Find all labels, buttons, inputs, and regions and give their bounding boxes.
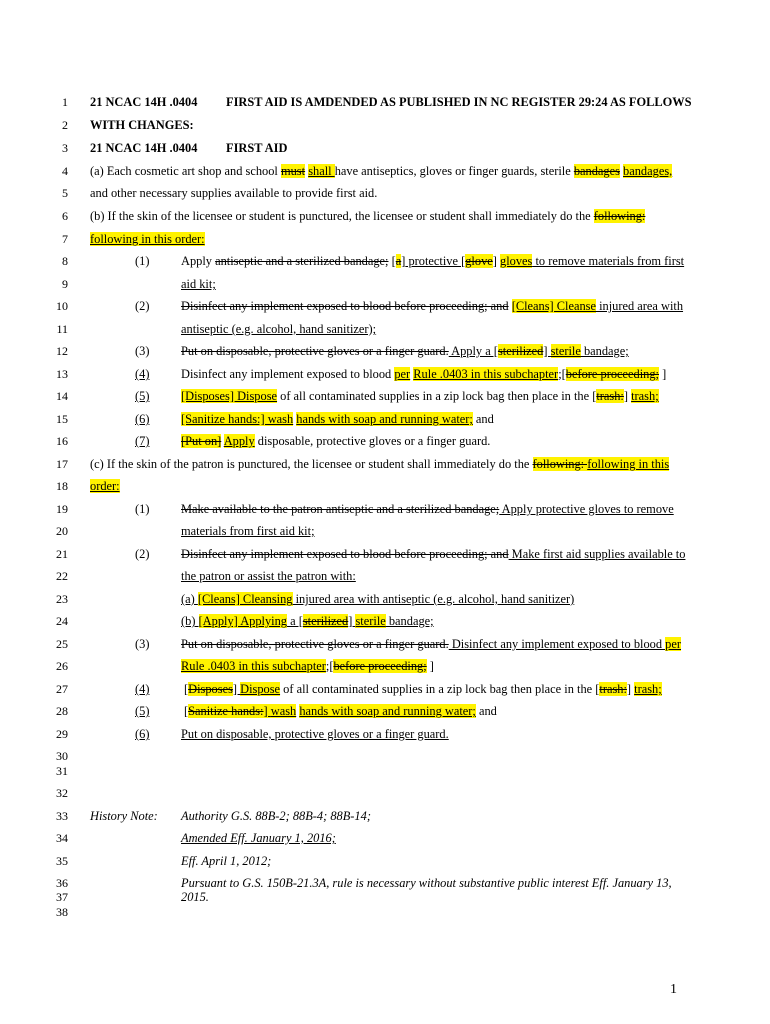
text: and bbox=[472, 412, 494, 426]
insertion: Apply a [ bbox=[448, 344, 498, 358]
line-number: 6 bbox=[62, 209, 68, 223]
line-number: 36 bbox=[56, 876, 68, 890]
text: and bbox=[475, 704, 497, 718]
line-number: 14 bbox=[56, 389, 68, 403]
deletion: antiseptic and a sterilized bandage; bbox=[215, 254, 389, 268]
deletion: Put on disposable, protective gloves or a finger guard. bbox=[181, 637, 449, 651]
line-number: 9 bbox=[62, 277, 68, 291]
rule-citation: 21 NCAC 14H .0404 bbox=[90, 95, 198, 109]
text: injured area with antiseptic (e.g. alcohol, hand sanitizer) bbox=[292, 592, 575, 606]
line-number: 25 bbox=[56, 637, 68, 651]
item-number: (4) bbox=[135, 367, 150, 381]
text: of all contaminated supplies in a zip lock bag then place in the [ bbox=[277, 389, 597, 403]
line-number: 13 bbox=[56, 367, 68, 381]
deletion: must bbox=[280, 164, 306, 178]
insertion: shall bbox=[308, 164, 335, 178]
insertion: Dispose bbox=[240, 682, 281, 696]
line-number: 21 bbox=[56, 547, 68, 561]
history-amended: Amended Eff. January 1, 2016; bbox=[181, 831, 336, 845]
deletion: Put on disposable, protective gloves or a finger guard. bbox=[181, 344, 449, 358]
deletion: Sanitize hands: bbox=[188, 704, 264, 718]
deletion: following: bbox=[532, 457, 588, 471]
line-number: 33 bbox=[56, 809, 68, 823]
insertion: wash bbox=[270, 704, 297, 718]
insertion: bandage; bbox=[580, 344, 629, 358]
text: Apply bbox=[181, 254, 216, 268]
line-number: 4 bbox=[62, 164, 68, 178]
paragraph-a-line-1 bbox=[90, 164, 682, 178]
insertion: hands with soap and running water; bbox=[299, 704, 476, 718]
deletion: trash: bbox=[599, 682, 627, 696]
text: ] bbox=[623, 389, 632, 403]
text: (a) bbox=[181, 592, 198, 606]
insertion: following in this order: bbox=[90, 232, 205, 246]
paragraph-b-line-2 bbox=[90, 232, 682, 246]
line-number: 28 bbox=[56, 704, 68, 718]
insertion: the patron or assist the patron with: bbox=[181, 569, 356, 583]
deletion: Disinfect any implement exposed to blood before proceeding; and bbox=[181, 547, 509, 561]
item-number: (1) bbox=[135, 254, 150, 268]
line-number: 38 bbox=[56, 905, 68, 919]
deletion: Disposes bbox=[188, 682, 233, 696]
deletion: following: bbox=[593, 209, 646, 223]
line-number: 27 bbox=[56, 682, 68, 696]
deletion: a bbox=[395, 254, 402, 268]
line-number: 19 bbox=[56, 502, 68, 516]
text: have antiseptics, gloves or finger guards, sterile bbox=[334, 164, 574, 178]
text: disposable, protective gloves or a finger guard. bbox=[254, 434, 491, 448]
line-number: 30 bbox=[56, 749, 68, 763]
insertion: aid kit; bbox=[181, 277, 216, 291]
item-number: (2) bbox=[135, 299, 150, 313]
insertion: per bbox=[394, 367, 411, 381]
text: Disinfect any implement exposed to blood bbox=[181, 367, 395, 381]
line-number: 23 bbox=[56, 592, 68, 606]
item-number: (3) bbox=[135, 344, 150, 358]
line-number: 26 bbox=[56, 659, 68, 673]
item-number: (1) bbox=[135, 502, 150, 516]
text: of all contaminated supplies in a zip lock bag then place in the [ bbox=[280, 682, 600, 696]
line-number: 1 bbox=[62, 95, 68, 109]
deletion: glove bbox=[465, 254, 493, 268]
amendment-title: FIRST AID IS AMDENDED AS PUBLISHED IN NC REGISTER 29:24 AS FOLLOWS bbox=[226, 95, 692, 109]
text: ] bbox=[348, 614, 356, 628]
insertion: protective [ bbox=[405, 254, 466, 268]
insertion: Disinfect any implement exposed to blood bbox=[448, 637, 666, 651]
deletion: before proceeding; bbox=[565, 367, 659, 381]
line-number: 5 bbox=[62, 186, 68, 200]
rule-heading-amendment bbox=[90, 95, 692, 109]
text: ] bbox=[426, 659, 434, 673]
page-number: 1 bbox=[670, 982, 677, 997]
paragraph-c-line-1 bbox=[90, 457, 682, 471]
text: (c) If the skin of the patron is punctured, the licensee or student shall immediately do the bbox=[90, 457, 533, 471]
item-number: (5) bbox=[135, 704, 150, 718]
insertion: [Cleans] Cleanse bbox=[511, 299, 596, 313]
line-number: 31 bbox=[56, 764, 68, 778]
item-number: (4) bbox=[135, 682, 150, 696]
text: ] bbox=[659, 367, 667, 381]
deletion: [Put on] bbox=[181, 434, 222, 448]
line-number: 10 bbox=[56, 299, 68, 313]
line-number: 12 bbox=[56, 344, 68, 358]
item-number: (7) bbox=[135, 434, 150, 448]
insertion: Make first aid supplies available to bbox=[508, 547, 686, 561]
rule-citation: 21 NCAC 14H .0404 bbox=[90, 141, 198, 155]
line-number: 18 bbox=[56, 479, 68, 493]
text: ] bbox=[232, 682, 241, 696]
line-number: 15 bbox=[56, 412, 68, 426]
text: ] bbox=[626, 682, 635, 696]
item-number: (6) bbox=[135, 412, 150, 426]
line-number: 8 bbox=[62, 254, 68, 268]
insertion: bandages, bbox=[623, 164, 673, 178]
deletion: Make available to the patron antiseptic and a sterilized bandage; bbox=[181, 502, 500, 516]
text: bandage; bbox=[385, 614, 434, 628]
insertion: following in this bbox=[587, 457, 670, 471]
line-number: 17 bbox=[56, 457, 68, 471]
text: ] bbox=[263, 704, 271, 718]
line-number: 37 bbox=[56, 890, 68, 904]
insertion: per bbox=[665, 637, 681, 651]
insertion: Apply protective gloves to remove bbox=[499, 502, 674, 516]
deletion: trash: bbox=[596, 389, 624, 403]
heading-with-changes: WITH CHANGES: bbox=[90, 118, 194, 132]
deletion: bandages bbox=[573, 164, 620, 178]
text: ;[ bbox=[558, 367, 566, 381]
insertion: trash; bbox=[634, 682, 662, 696]
deletion: before proceeding; bbox=[333, 659, 427, 673]
line-number: 35 bbox=[56, 854, 68, 868]
insertion: trash; bbox=[631, 389, 659, 403]
insertion: materials from first aid kit; bbox=[181, 524, 315, 538]
history-pursuant-line-2: 2015. bbox=[181, 890, 209, 904]
paragraph-b-line-1 bbox=[90, 209, 682, 223]
history-pursuant-line-1: Pursuant to G.S. 150B-21.3A, rule is necessary without substantive public interest Eff. January 13, bbox=[181, 876, 672, 890]
line-number: 34 bbox=[56, 831, 68, 845]
insertion: Apply bbox=[223, 434, 255, 448]
item-text: Put on disposable, protective gloves or a finger guard. bbox=[181, 727, 449, 741]
line-number: 16 bbox=[56, 434, 68, 448]
line-number: 7 bbox=[62, 232, 68, 246]
insertion: to remove materials from first bbox=[532, 254, 685, 268]
text: ] bbox=[492, 254, 500, 268]
rule-heading bbox=[90, 141, 682, 155]
insertion: injured area with bbox=[595, 299, 684, 313]
insertion: order: bbox=[90, 479, 120, 493]
text: (b) If the skin of the licensee or student is punctured, the licensee or student shall immediately do the bbox=[90, 209, 594, 223]
line-number: 32 bbox=[56, 786, 68, 800]
item-number: (6) bbox=[135, 727, 150, 741]
insertion: sterile bbox=[550, 344, 581, 358]
insertion: Rule .0403 in this subchapter bbox=[413, 367, 559, 381]
paragraph-a-line-2: and other necessary supplies available to provide first aid. bbox=[90, 186, 378, 200]
insertion: ] bbox=[543, 344, 551, 358]
insertion: sterile bbox=[355, 614, 386, 628]
insertion: Rule .0403 in this subchapter bbox=[181, 659, 326, 673]
text: (a) Each cosmetic art shop and school bbox=[90, 164, 281, 178]
paragraph-c-line-2 bbox=[90, 479, 682, 493]
text: (b) bbox=[181, 614, 199, 628]
insertion: [Cleans] Cleansing bbox=[197, 592, 293, 606]
text: a [ bbox=[287, 614, 303, 628]
line-number: 3 bbox=[62, 141, 68, 155]
insertion: [Apply] Applying bbox=[198, 614, 287, 628]
rule-title: FIRST AID bbox=[226, 141, 288, 155]
item-number: (2) bbox=[135, 547, 150, 561]
item-number: (3) bbox=[135, 637, 150, 651]
line-number: 11 bbox=[56, 322, 68, 336]
insertion: [Disposes] Dispose bbox=[181, 389, 278, 403]
text: [ bbox=[184, 704, 189, 718]
text: ;[ bbox=[325, 659, 334, 673]
deletion: sterilized bbox=[497, 344, 544, 358]
deletion: sterilized bbox=[302, 614, 349, 628]
line-number: 20 bbox=[56, 524, 68, 538]
insertion: [Sanitize hands:] wash bbox=[181, 412, 294, 426]
deletion: Disinfect any implement exposed to blood before proceeding; and bbox=[181, 299, 509, 313]
history-effective: Eff. April 1, 2012; bbox=[181, 854, 272, 868]
line-number: 2 bbox=[62, 118, 68, 132]
history-note-label: History Note: bbox=[90, 809, 158, 823]
insertion: gloves bbox=[500, 254, 533, 268]
line-number: 24 bbox=[56, 614, 68, 628]
insertion: antiseptic (e.g. alcohol, hand sanitizer); bbox=[181, 322, 377, 336]
text: [ bbox=[184, 682, 189, 696]
line-number: 22 bbox=[56, 569, 68, 583]
text: ] bbox=[401, 254, 406, 268]
history-authority: Authority G.S. 88B-2; 88B-4; 88B-14; bbox=[181, 809, 371, 823]
text: [ bbox=[388, 254, 396, 268]
insertion: hands with soap and running water; bbox=[296, 412, 473, 426]
line-number: 29 bbox=[56, 727, 68, 741]
item-number: (5) bbox=[135, 389, 150, 403]
